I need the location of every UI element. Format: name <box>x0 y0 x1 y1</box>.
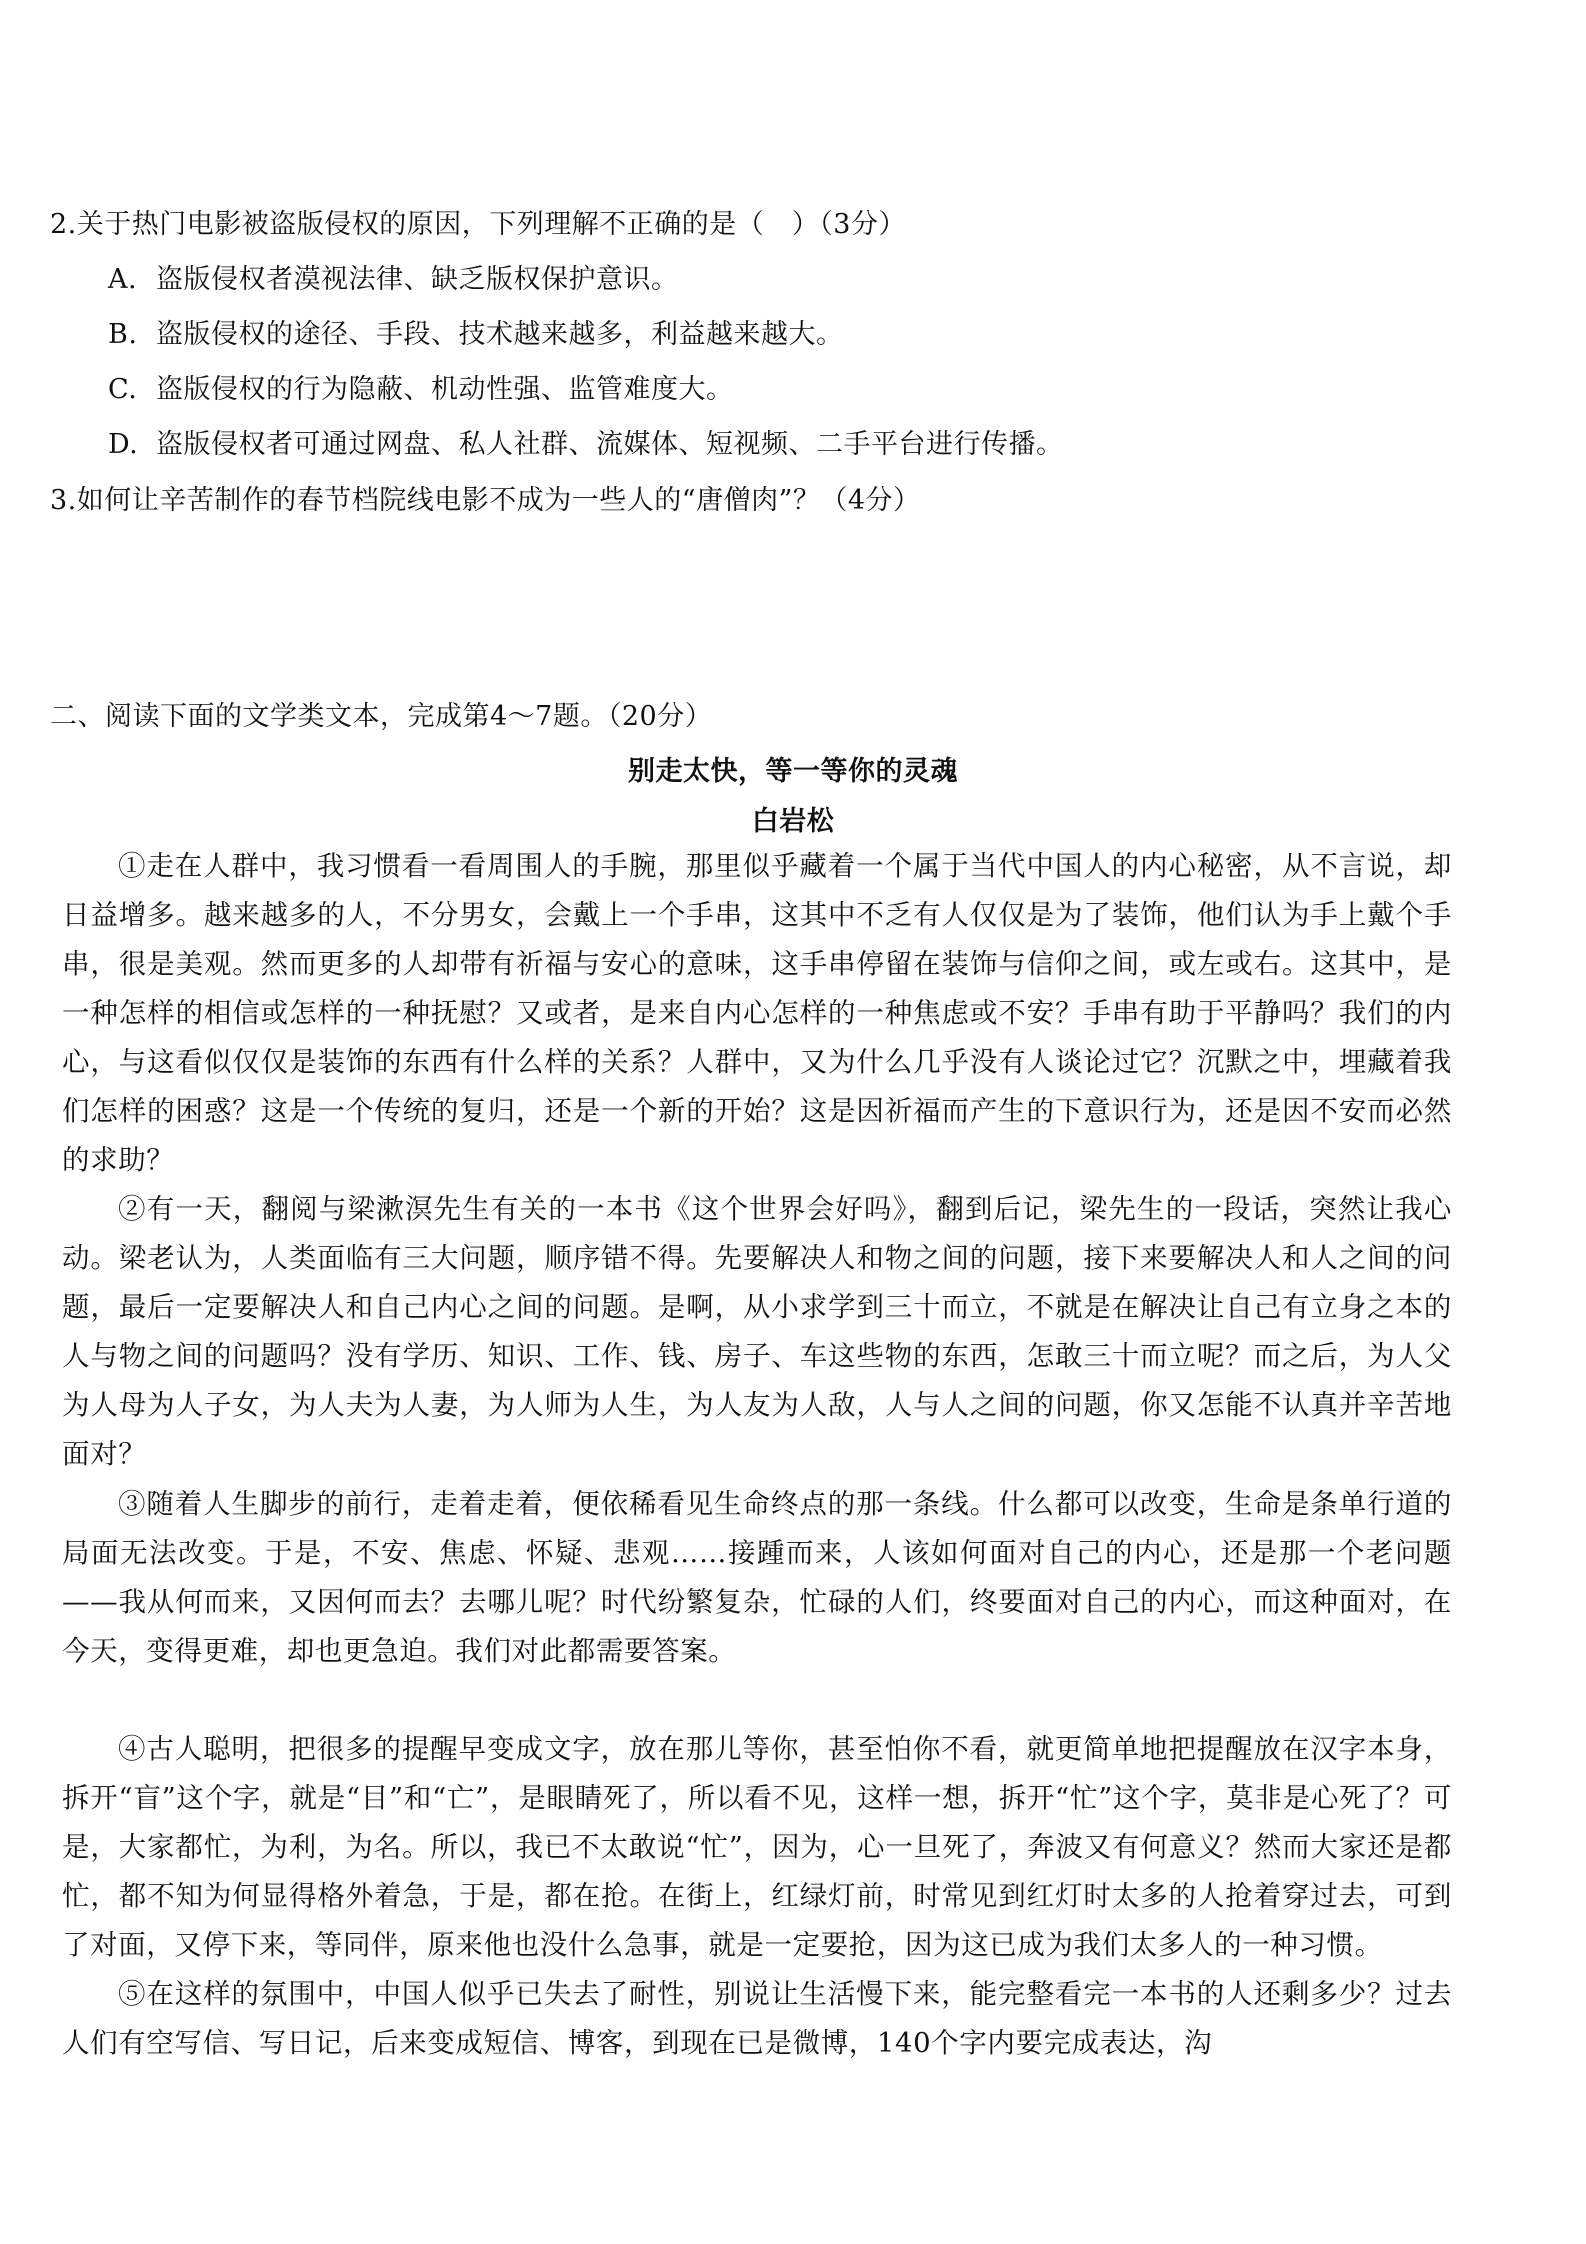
option-letter: B. <box>108 319 138 350</box>
option-d[interactable] <box>108 428 1064 462</box>
article-author: 白岩松 <box>751 806 835 837</box>
paragraph-2: ②有一天，翻阅与梁漱溟先生有关的一本书《这个世界会好吗》，翻到后记，梁先生的一段话，突然让我心动。梁老认为，人类面临有三大问题，顺序错不得。先要解决人和物之间的问题，接下来要解决人和人之间的问题，最后一定要解决人和自己内心之间的问题。是啊，从小求学到三十而立，不就是在解决让自己有立身之本的人与物之间的问题吗？没有学历、知识、工作、钱、房子、车这些物的东西，怎敢三十而立呢？而之后，为人父为人母为人子女，为人夫为人妻，为人师为人生，为人友为人敌，人与人之间的问题，你又怎能不认真并辛苦地面对？ <box>62 1193 1452 1470</box>
option-text: 盗版侵权的行为隐蔽、机动性强、监管难度大。 <box>156 374 734 405</box>
paragraph-1: ①走在人群中，我习惯看一看周围人的手腕，那里似乎藏着一个属于当代中国人的内心秘密，从不言说，却日益增多。越来越多的人，不分男女，会戴上一个手串，这其中不乏有人仅仅是为了装饰，他们认为手上戴个手串，很是美观。然而更多的人却带有祈福与安心的意味，这手串停留在装饰与信仰之间，或左或右。这其中，是一种怎样的相信或怎样的一种抚慰？又或者，是来自内心怎样的一种焦虑或不安？手串有助于平静吗？我们的内心，与这看似仅仅是装饰的东西有什么样的关系？人群中，又为什么几乎没有人谈论过它？沉默之中，埋藏着我们怎样的困惑？这是一个传统的复归，还是一个新的开始？这是因祈福而产生的下意识行为，还是因不安而必然的求助？ <box>62 850 1452 1176</box>
paragraph-4: ④古人聪明，把很多的提醒早变成文字，放在那儿等你，甚至怕你不看，就更简单地把提醒放在汉字本身，拆开“盲”这个字，就是“目”和“亡”，是眼睛死了，所以看不见，这样一想，拆开“忙”这个字，莫非是心死了？可是，大家都忙，为利，为名。所以，我已不太敢说“忙”，因为，心一旦死了，奔波又有何意义？然而大家还是都忙，都不知为何显得格外着急，于是，都在抢。在街上，红绿灯前，时常见到红灯时太多的人抢着穿过去，可到了对面，又停下来，等同伴，原来他也没什么急事，就是一定要抢，因为这已成为我们太多人的一种习惯。 <box>62 1733 1452 1961</box>
section-heading: 二、阅读下面的文学类文本，完成第4～7题。（20分） <box>50 701 713 732</box>
question-2-stem: 2.关于热门电影被盗版侵权的原因，下列理解不正确的是（ ）（3分） <box>50 209 906 240</box>
paragraph-5: ⑤在这样的氛围中，中国人似乎已失去了耐性，别说让生活慢下来，能完整看完一本书的人还剩多少？过去人们有空写信、写日记，后来变成短信、博客，到现在已是微博，140个字内要完成表达，沟 <box>62 1978 1452 2059</box>
option-b[interactable] <box>108 318 844 352</box>
article-title: 别走太快，等一等你的灵魂 <box>628 756 958 787</box>
option-text: 盗版侵权者可通过网盘、私人社群、流媒体、短视频、二手平台进行传播。 <box>156 429 1064 460</box>
option-text: 盗版侵权的途径、手段、技术越来越多，利益越来越大。 <box>156 319 844 350</box>
option-c[interactable] <box>108 373 734 407</box>
question-3-stem: 3.如何让辛苦制作的春节档院线电影不成为一些人的“唐僧肉”？（4分） <box>50 485 921 516</box>
option-text: 盗版侵权者漠视法律、缺乏版权保护意识。 <box>156 264 679 295</box>
option-letter: D. <box>108 429 139 460</box>
option-a[interactable] <box>108 263 679 297</box>
option-letter: A. <box>108 264 138 295</box>
option-letter: C. <box>108 374 138 405</box>
paragraph-3: ③随着人生脚步的前行，走着走着，便依稀看见生命终点的那一条线。什么都可以改变，生命是条单行道的局面无法改变。于是，不安、焦虑、怀疑、悲观……接踵而来，人该如何面对自己的内心，还是那一个老问题——我从何而来，又因何而去？去哪儿呢？时代纷繁复杂，忙碌的人们，终要面对自己的内心，而这种面对，在今天，变得更难，却也更急迫。我们对此都需要答案。 <box>62 1488 1452 1667</box>
